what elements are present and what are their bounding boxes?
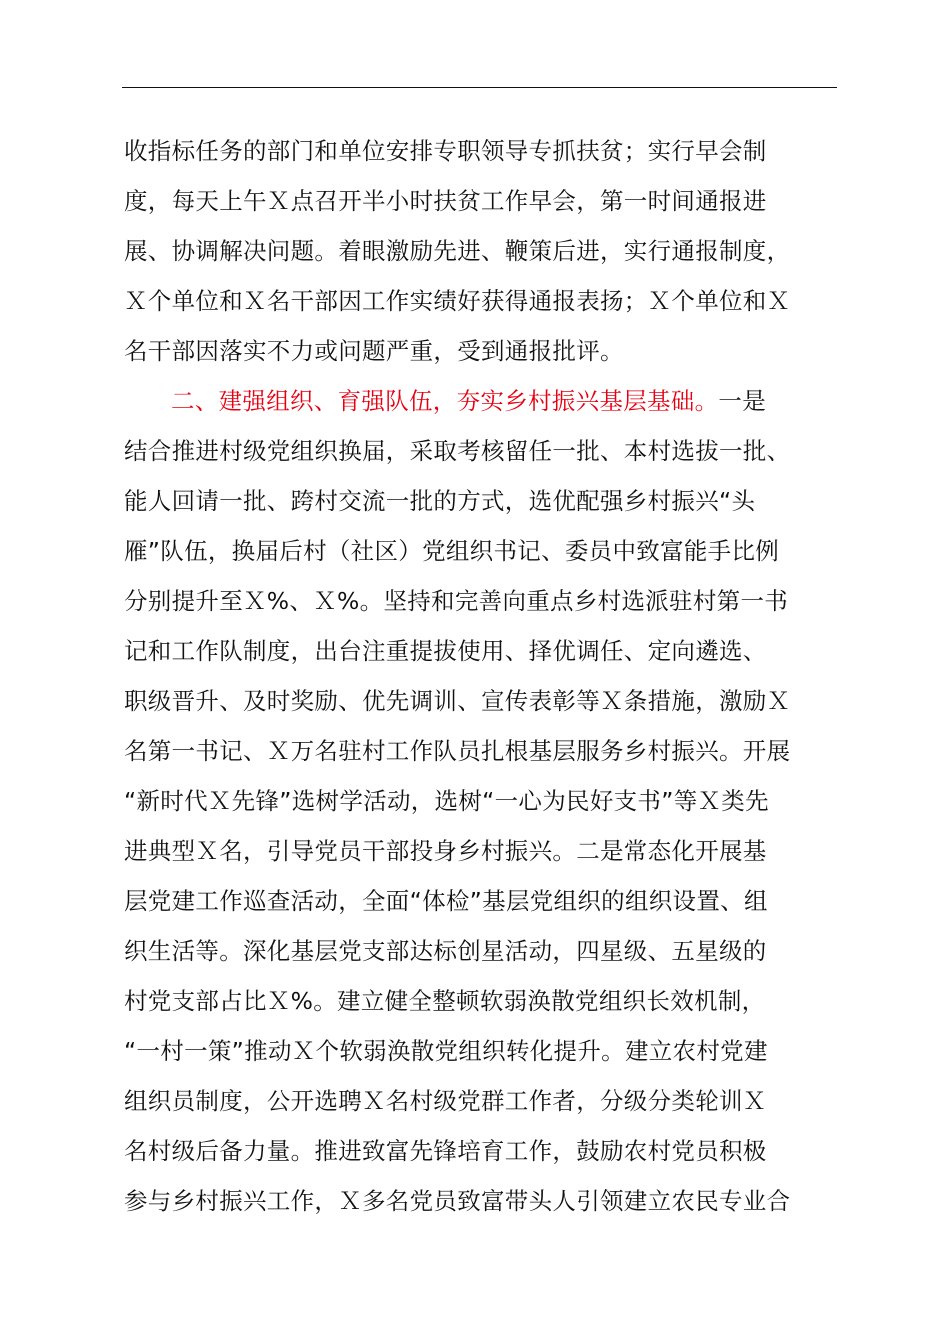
text-line: 层党建工作巡查活动，全面“体检”基层党组织的组织设置、组 <box>124 887 768 915</box>
text-line: Ｘ个单位和Ｘ名干部因工作实绩好获得通报表扬；Ｘ个单位和Ｘ <box>124 287 791 315</box>
text-line: 度，每天上午Ｘ点召开半小时扶贫工作早会，第一时间通报进 <box>124 187 767 215</box>
text-line: 村党支部占比Ｘ%。建立健全整顿软弱涣散党组织长效机制， <box>124 987 766 1015</box>
text-line: 名村级后备力量。推进致富先锋培育工作，鼓励农村党员积极 <box>124 1137 767 1165</box>
header-rule <box>122 87 837 88</box>
text-line: 分别提升至Ｘ%、Ｘ%。坚持和完善向重点乡村选派驻村第一书 <box>124 587 789 615</box>
body-text <box>124 126 844 1226</box>
section-heading: 二、建强组织、育强队伍，夯实乡村振兴基层基础。 <box>171 387 719 415</box>
text-line: 名第一书记、Ｘ万名驻村工作队员扎根基层服务乡村振兴。开展 <box>124 737 791 765</box>
section-heading-line <box>124 376 844 426</box>
text-line: 组织员制度，公开选聘Ｘ名村级党群工作者，分级分类轮训Ｘ <box>124 1087 767 1115</box>
text-line: 名干部因落实不力或问题严重，受到通报批评。 <box>124 337 624 365</box>
text-line: 收指标任务的部门和单位安排专职领导专抓扶贫；实行早会制 <box>124 137 767 165</box>
text-line: 结合推进村级党组织换届，采取考核留任一批、本村选拔一批、 <box>124 437 791 465</box>
text-line: 进典型Ｘ名，引导党员干部投身乡村振兴。二是常态化开展基 <box>124 837 767 865</box>
text-line: “一村一策”推动Ｘ个软弱涣散党组织转化提升。建立农村党建 <box>124 1037 768 1065</box>
text-line: 雁”队伍，换届后村（社区）党组织书记、委员中致富能手比例 <box>124 537 780 565</box>
text-line: 能人回请一批、跨村交流一批的方式，选优配强乡村振兴“头 <box>124 487 756 515</box>
text-line: 记和工作队制度，出台注重提拔使用、择优调任、定向遴选、 <box>124 637 767 665</box>
text-line: 织生活等。深化基层党支部达标创星活动，四星级、五星级的 <box>124 937 767 965</box>
text-line: 展、协调解决问题。着眼激励先进、鞭策后进，实行通报制度， <box>124 237 791 265</box>
text-line: 参与乡村振兴工作，Ｘ多名党员致富带头人引领建立农民专业合 <box>124 1187 791 1215</box>
text-line: 职级晋升、及时奖励、优先调训、宣传表彰等Ｘ条措施，激励Ｘ <box>124 687 791 715</box>
text-line: “新时代Ｘ先锋”选树学活动，选树“一心为民好支书”等Ｘ类先 <box>124 787 769 815</box>
text-run: 一是 <box>718 387 767 415</box>
